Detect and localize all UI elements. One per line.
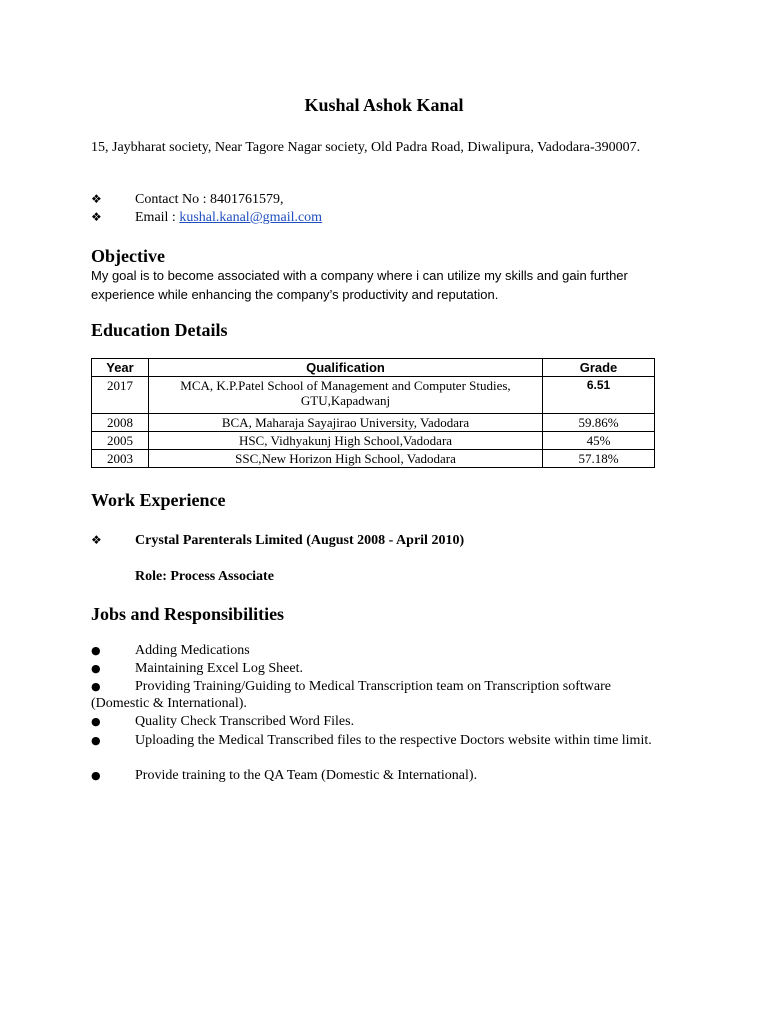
candidate-name: Kushal Ashok Kanal — [304, 95, 464, 115]
list-item — [91, 767, 671, 784]
grade-cell: 57.18% — [543, 450, 655, 468]
table-row — [92, 414, 655, 432]
column-header-year: Year — [92, 359, 149, 377]
list-item — [91, 678, 671, 712]
table-row — [92, 450, 655, 468]
contact-row — [91, 191, 284, 208]
qualification-cell: HSC, Vidhyakunj High School,Vadodara — [149, 432, 543, 450]
round-bullet-icon: ● — [91, 644, 101, 657]
round-bullet-icon: ● — [91, 734, 101, 747]
work-experience-heading: Work Experience — [91, 490, 226, 510]
table-row — [92, 377, 655, 414]
responsibility-text: Maintaining Excel Log Sheet. — [135, 661, 303, 676]
role-text: Role: Process Associate — [135, 569, 274, 584]
responsibility-text: Providing Training/Guiding to Medical Transcription team on Transcription software (Domestic & International). — [91, 679, 611, 711]
list-item — [91, 642, 671, 659]
qualification-cell: SSC,New Horizon High School, Vadodara — [149, 450, 543, 468]
column-header-grade: Grade — [543, 359, 655, 377]
year-cell: 2005 — [92, 432, 149, 450]
email-label: Email : — [135, 210, 180, 225]
qualification-cell: MCA, K.P.Patel School of Management and Computer Studies, GTU,Kapadwanj — [149, 377, 543, 414]
education-heading: Education Details — [91, 320, 228, 340]
column-header-qualification: Qualification — [149, 359, 543, 377]
work-item — [91, 532, 464, 549]
list-item — [91, 660, 671, 677]
objective-text: My goal is to become associated with a company where i can utilize my skills and gain further experience while enhancing the company’s productivity and reputation. — [91, 268, 628, 302]
company-name: Crystal Parenterals Limited (August 2008 - April 2010) — [135, 533, 465, 548]
objective-heading: Objective — [91, 246, 165, 266]
address: 15, Jaybharat society, Near Tagore Nagar society, Old Padra Road, Diwalipura, Vadodara-390007. — [91, 140, 641, 155]
round-bullet-icon: ● — [91, 769, 101, 782]
list-item — [91, 713, 671, 730]
grade-cell: 45% — [543, 432, 655, 450]
email-row — [91, 209, 322, 226]
grade-cell: 59.86% — [543, 414, 655, 432]
qualification-cell: BCA, Maharaja Sayajirao University, Vadodara — [149, 414, 543, 432]
year-cell: 2017 — [92, 377, 149, 414]
table-header-row — [92, 359, 655, 377]
diamond-bullet-icon: ❖ — [91, 533, 102, 547]
round-bullet-icon: ● — [91, 662, 101, 675]
round-bullet-icon: ● — [91, 715, 101, 728]
year-cell: 2008 — [92, 414, 149, 432]
grade-cell: 6.51 — [543, 377, 655, 414]
responsibility-text: Uploading the Medical Transcribed files to the respective Doctors website within time limit. — [135, 733, 652, 748]
list-item — [91, 732, 671, 749]
education-table — [91, 358, 655, 468]
responsibility-text: Quality Check Transcribed Word Files. — [135, 714, 355, 729]
contact-number: Contact No : 8401761579, — [135, 192, 284, 207]
round-bullet-icon: ● — [91, 680, 101, 693]
year-cell: 2003 — [92, 450, 149, 468]
diamond-bullet-icon: ❖ — [91, 210, 102, 224]
diamond-bullet-icon: ❖ — [91, 192, 102, 206]
email-link[interactable]: kushal.kanal@gmail.com — [179, 210, 323, 225]
jobs-heading: Jobs and Responsibilities — [91, 604, 285, 624]
table-row — [92, 432, 655, 450]
responsibility-text: Adding Medications — [135, 643, 250, 658]
responsibility-text: Provide training to the QA Team (Domestic & International). — [135, 768, 478, 783]
